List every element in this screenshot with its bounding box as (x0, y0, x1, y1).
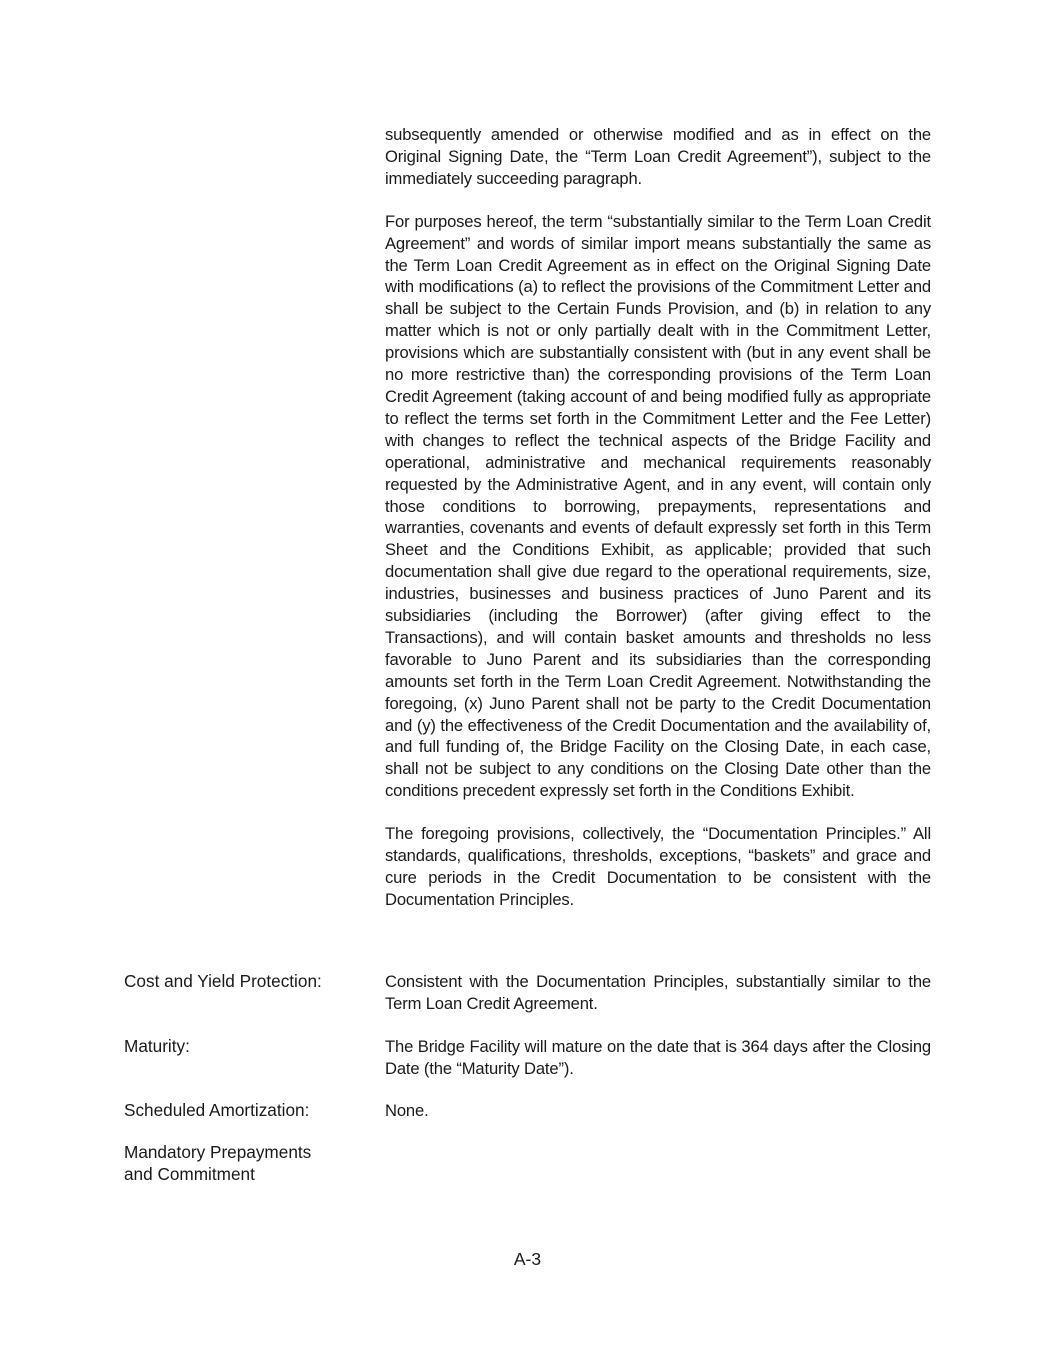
page-number: A-3 (513, 1249, 542, 1269)
term-text: None. (385, 1101, 429, 1120)
term-text: Consistent with the Documentation Principles, substantially similar to the Term Loan Credit Agreement. (385, 972, 931, 1013)
term-label: Cost and Yield Protection: (124, 971, 322, 991)
paragraph-documentation-principles: The foregoing provisions, collectively, the “Documentation Principles.” All standards, qualifications, thresholds, exceptions, “baskets” and grace and cure periods in the Credit Documentation to be consistent with the Documentation Principles. (385, 824, 931, 909)
paragraph-substantially-similar-definition: For purposes hereof, the term “substantially similar to the Term Loan Credit Agreement” and words of similar import means substantially the same as the Term Loan Credit Agreement as in effect on the Original Signing Date with modifications (a) to reflect the provisions of the Commitment Letter and shall be subject to the Certain Funds Provision, and (b) in relation to any matter which is not or only partially dealt with in the Commitment Letter, provisions which are substantially consistent with (but in any event shall be no more restrictive than) the corresponding provisions of the Term Loan Credit Agreement (taking account of and being modified fully as appropriate to reflect the terms set forth in the Commitment Letter and the Fee Letter) with changes to reflect the technical aspects of the Bridge Facility and operational, administrative and mechanical requirements reasonably requested by the Administrative Agent, and in any event, will contain only those conditions to borrowing, prepayments, representations and warranties, covenants and events of default expressly set forth in this Term Sheet and the Conditions Exhibit, as applicable; provided that such documentation shall give due regard to the operational requirements, size, industries, businesses and business practices of Juno Parent and its subsidiaries (including the Borrower) (after giving effect to the Transactions), and will contain basket amounts and thresholds no less favorable to Juno Parent and its subsidiaries than the corresponding amounts set forth in the Term Loan Credit Agreement. Notwithstanding the foregoing, (x) Juno Parent shall not be party to the Credit Documentation and (y) the effectiveness of the Credit Documentation and the availability of, and full funding of, the Bridge Facility on the Closing Date, in each case, shall not be subject to any conditions on the Closing Date other than the conditions precedent expressly set forth in the Conditions Exhibit. (385, 211, 931, 801)
term-label: Scheduled Amortization: (124, 1100, 310, 1120)
term-label: Mandatory Prepayments and Commitment (124, 1142, 312, 1184)
term-label: Maturity: (124, 1036, 190, 1056)
term-text: The Bridge Facility will mature on the date that is 364 days after the Closing Date (the “Maturity Date”). (385, 1037, 931, 1078)
paragraph-continuation: subsequently amended or otherwise modified and as in effect on the Original Signing Date, the “Term Loan Credit Agreement”), subject to the immediately succeeding paragraph. (385, 125, 931, 188)
continuation-text-block (385, 124, 931, 932)
